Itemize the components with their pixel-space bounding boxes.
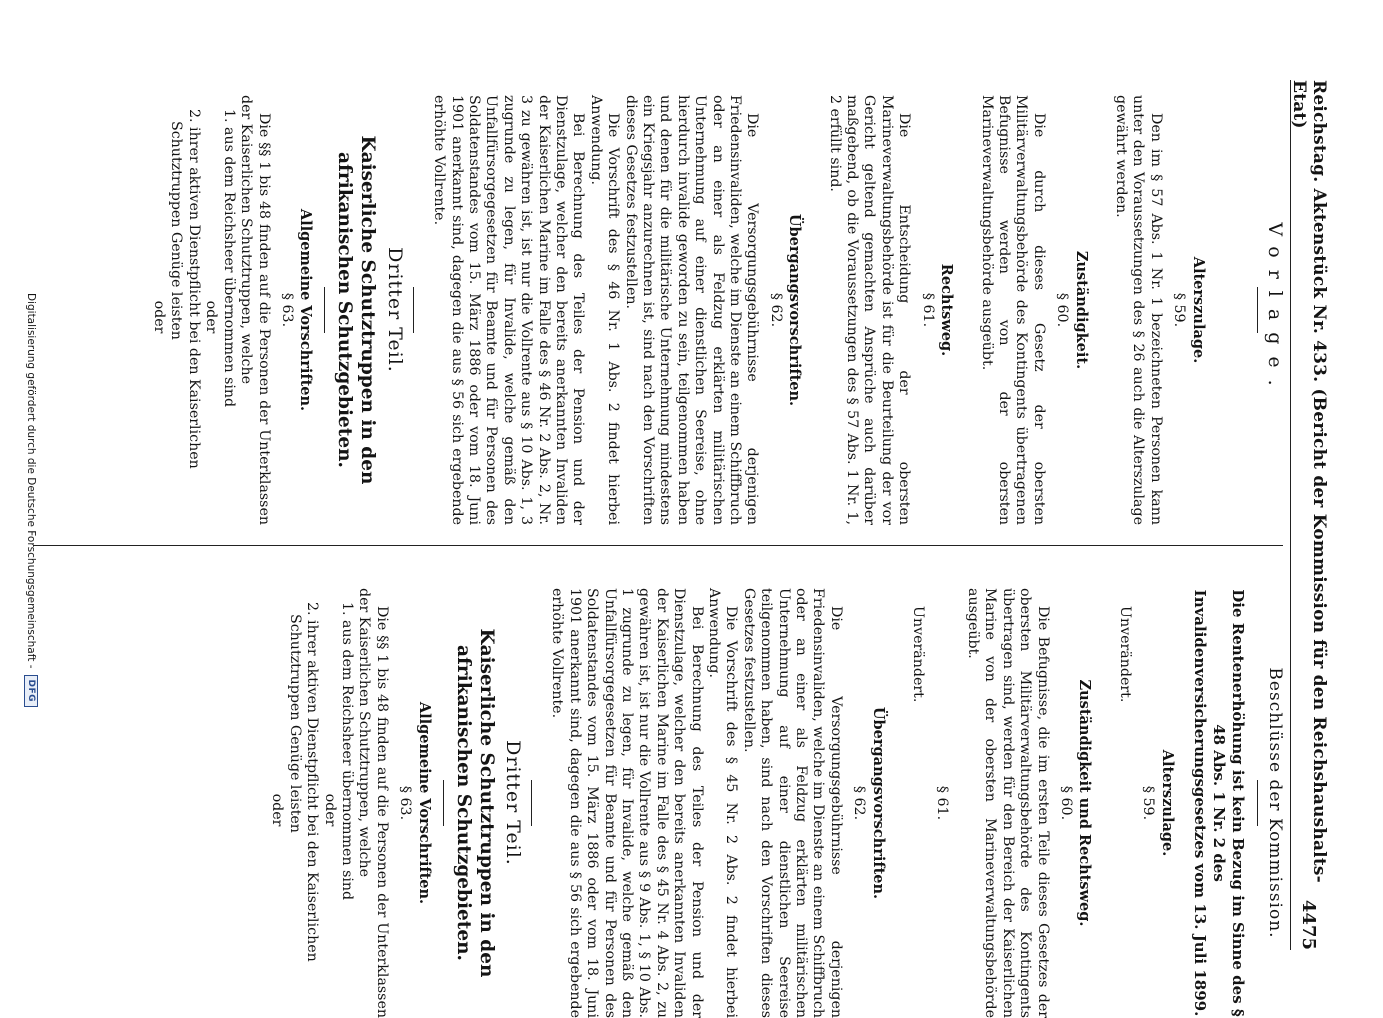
paragraph-text: Die §§ 1 bis 48 finden auf die Personen der Unterklassen der Kaiserlichen Schutztruppen, welche xyxy=(238,95,272,525)
list-item: 1. aus dem Reichsheer übernommen sind xyxy=(338,602,355,901)
special-note: Die Rentenerhöhung ist kein Bezug im Sinne des § 48 Abs. 1 Nr. 2 des Invalidenversicherungsgesetzes vom 13. Juli 1899. xyxy=(1190,589,1247,1017)
list-connector: oder xyxy=(321,793,338,827)
paragraph-number: § 61. xyxy=(919,292,936,328)
section-heading: Allgemeine Vorschriften. xyxy=(297,208,315,412)
section-heading: Alterszulage. xyxy=(1189,256,1207,364)
list-connector: oder xyxy=(151,300,168,334)
paragraph-number: § 60. xyxy=(1057,785,1074,821)
paragraph-number: § 60. xyxy=(1054,292,1071,328)
list-item: 2. ihrer aktiven Dienstpflicht bei den Kaiserlichen Schutztruppen Genüge leisten xyxy=(168,109,202,469)
column-vorlage xyxy=(23,95,1286,525)
short-rule xyxy=(443,780,444,826)
part-title: Kaiserliche Schutztruppen in den afrikanischen Schutzgebieten. xyxy=(452,628,497,978)
column-beschluesse xyxy=(23,588,1283,1018)
paragraph-text: Unverändert. xyxy=(910,606,927,703)
paragraph-number: § 63. xyxy=(397,785,414,821)
paragraph-text: Die Versorgungsgebührnisse derjenigen Friedensinvaliden, welche im Dienste an einem Schiffbruch oder an einer als Feldzug erklärten militärischen Unternehmung auf einer dienstlichen Seereise teilgenommen haben, sind nach den Vorschriften dieses Gesetzes festzustellen. xyxy=(740,588,844,1018)
section-heading: Übergangsvorschriften. xyxy=(869,706,887,900)
digitization-text: Digitalisierung gefördert durch die Deutsche Forschungsgemeinschaft - xyxy=(25,292,37,669)
column-title: Vorlage. xyxy=(1264,222,1286,398)
section-heading: Zuständigkeit und Rechtsweg. xyxy=(1076,679,1094,927)
section-heading: Rechtsweg. xyxy=(938,263,956,357)
column-divider xyxy=(33,545,1283,546)
paragraph-text: Bei Berechnung des Teiles der Pension und der Dienstzulage, welcher den bereits anerkannten Invaliden der Kaiserlichen Marine im Falle des § 45 Nr. 4 Abs. 2, zu gewähren ist, ist nur die Vollrente aus § 9 Abs. 1, § 10 Abs. 1 zugrunde zu legen, für Invalide, welche gemäß den Unfallfürsorgegesetzen für Beamte und für Personen des Soldatenstandes vom 15. März 1886 oder vom 18. Juni 1901 anerkannt sind, dagegen die aus § 56 sich ergebende erhöhte Vollrente. xyxy=(549,588,705,1018)
paragraph-number: § 61. xyxy=(933,785,950,821)
header-rule xyxy=(1290,80,1291,950)
list-item: 2. ihrer aktiven Dienstpflicht bei den Kaiserlichen Schutztruppen Genüge leisten xyxy=(286,602,321,962)
paragraph-number: § 63. xyxy=(278,292,295,328)
paragraph-text: Bei Berechnung des Teiles der Pension und der Dienstzulage, welcher den bereits anerkannten Invaliden der Kaiserlichen Marine im Falle des § 46 Nr. 2 Abs. 2, Nr. 3 zu gewähren ist, ist nur die Vollrente aus § 10 Abs. 1, 3 zugrunde zu legen, für Invalide, welche gemäß den Unfallfürsorgegesetzen für Beamte und für Personen des Soldatenstandes vom 15. März 1886 oder vom 18. Juni 1901 anerkannt sind, dagegen die aus § 56 sich ergebende erhöhte Vollrente. xyxy=(431,95,587,525)
paragraph-number: § 59. xyxy=(1140,785,1157,821)
paragraph-text: Die Versorgungsgebührnisse derjenigen Friedensinvaliden, welche im Dienste an einem Schiffbruch oder an einer als Feldzug erklärten militärischen Unternehmung auf einer dienstlichen Seereise, ohne hierdurch invalide geworden zu sein, teilgenommen haben und denen für die militärische Unternehmung mindestens ein Kriegsjahr anzurechnen ist, sind nach den Vorschriften dieses Gesetzes festzustellen. xyxy=(622,95,761,525)
paragraph-text: Die Vorschrift des § 46 Nr. 1 Abs. 2 findet hierbei Anwendung. xyxy=(587,95,622,525)
dfg-logo: DFG xyxy=(24,675,38,708)
paragraph-text: Die §§ 1 bis 48 finden auf die Personen der Unterklassen der Kaiserlichen Schutztruppen, welche xyxy=(356,588,390,1018)
paragraph-number: § 62. xyxy=(767,292,784,328)
part-heading: Dritter Teil. xyxy=(383,247,406,373)
short-rule xyxy=(413,287,414,333)
short-rule xyxy=(1257,780,1258,826)
paragraph-text: Die Befugnisse, die im ersten Teile dieses Gesetzes der obersten Militärverwaltungsbehörde des Kontingents übertragen sind, werden für den Bereich der Kaiserlichen Marine von der obersten Marineverwaltungsbehörde ausgeübt. xyxy=(964,588,1051,1018)
page-number: 4475 xyxy=(1298,899,1320,950)
part-heading: Dritter Teil. xyxy=(502,740,524,866)
condition-list xyxy=(150,95,237,525)
running-title: Reichstag. Aktenstück Nr. 433. (Bericht der Kommission für den Reichshaushalts-Etat) xyxy=(1289,80,1329,883)
paragraph-number: § 59. xyxy=(1171,292,1188,328)
paragraph-text: Die Entscheidung der obersten Marineverwaltungsbehörde ist für die Beurteilung der vor Gericht geltend gemachten Ansprüche auch darüber maßgebend, ob die Voraussetzungen des § 57 Abs. 1 Nr. 1, 2 erfüllt sind. xyxy=(826,95,913,525)
section-heading: Allgemeine Vorschriften. xyxy=(415,701,433,905)
short-rule xyxy=(324,287,325,333)
short-rule xyxy=(531,780,532,826)
section-heading: Zuständigkeit. xyxy=(1072,250,1090,370)
paragraph-text: Die Vorschrift des § 45 Nr. 2 Abs. 2 findet hierbei Anwendung. xyxy=(706,588,740,1018)
paragraph-number: § 62. xyxy=(851,785,868,821)
list-connector: oder xyxy=(203,300,220,334)
list-item: 1. aus dem Reichsheer übernommen sind xyxy=(220,109,237,408)
paragraph-text: Den im § 57 Abs. 1 Nr. 1 bezeichneten Personen kann unter den Voraussetzungen des § 26 auch die Alterszulage gewährt werden. xyxy=(1112,95,1164,525)
list-connector: oder xyxy=(269,793,286,827)
paragraph-text: Unverändert. xyxy=(1116,606,1133,703)
column-title: Beschlüsse der Kommission. xyxy=(1265,667,1285,939)
page-header xyxy=(1289,80,1329,950)
part-title: Kaiserliche Schutztruppen in den afrikanischen Schutzgebieten. xyxy=(334,135,379,485)
section-heading: Alterszulage. xyxy=(1158,749,1176,857)
condition-list xyxy=(268,588,355,1018)
paragraph-text: Die durch dieses Gesetz der obersten Militärverwaltungsbehörde des Kontingents übertragenen Befugnisse werden von der obersten Marineverwaltungsbehörde ausgeübt. xyxy=(978,95,1047,525)
short-rule xyxy=(1257,287,1258,333)
section-heading: Übergangsvorschriften. xyxy=(786,213,804,407)
digitization-note xyxy=(19,20,43,980)
